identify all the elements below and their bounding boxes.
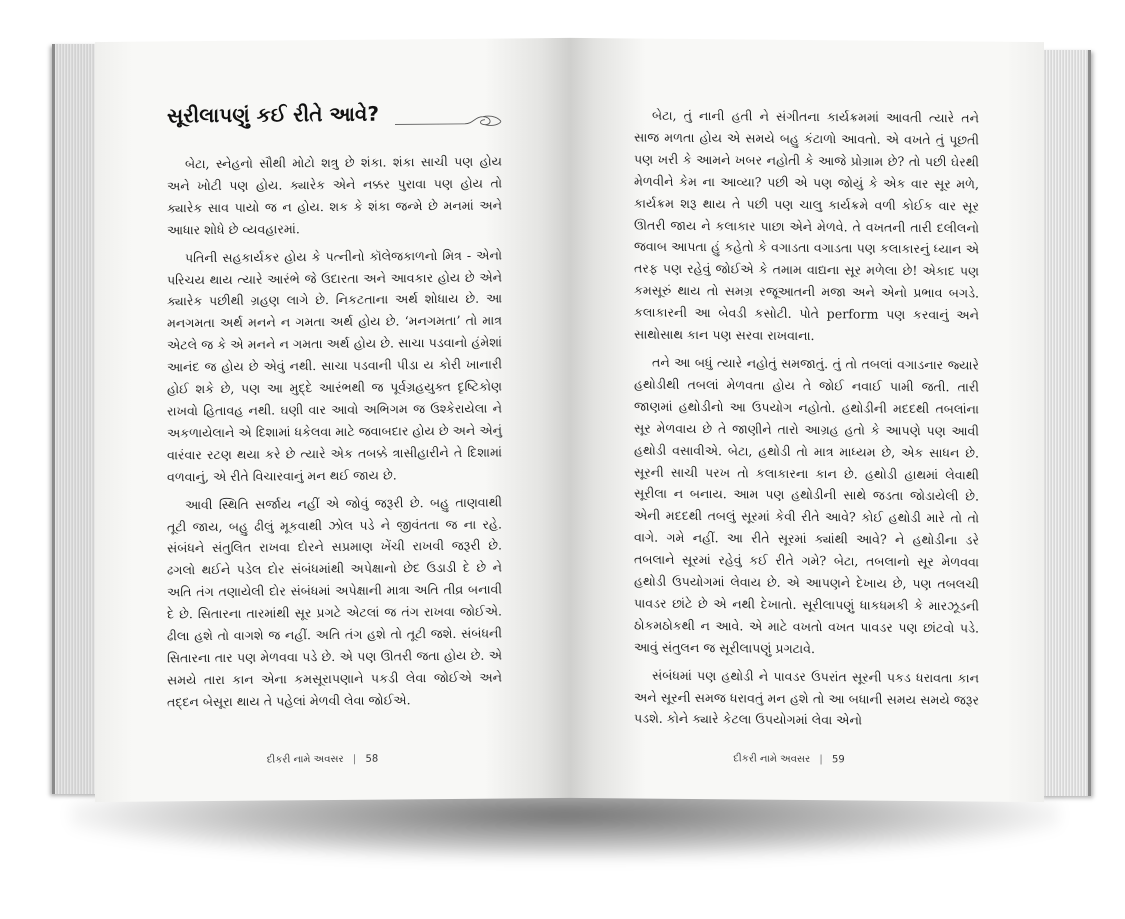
paragraph: સંબંધમાં પણ હથોડી ને પાવડર ઉપરાંત સૂરની પકડ ધરાવતા કાન અને સૂરની સમજ ધરાવતું મન હશે તો આ બધાની સમય સમયે જરૂર પડશે. કોને ક્યારે કેટલા ઉપયોગમાં લેવા એનો — [634, 667, 979, 728]
left-page — [95, 38, 570, 802]
right-page-body — [634, 104, 979, 738]
chapter-heading — [167, 100, 507, 133]
book-title: દીકરી નામે અવસર — [266, 753, 344, 766]
page-number: 59 — [831, 754, 845, 766]
paragraph: તને આ બધું ત્યારે નહોતું સમજાતું. તું તો તબલાં વગાડનાર જ્યારે હથોડીથી તબલાં મેળવતા હોય તે જોઈ નવાઈ પામી જતી. તારી જાણમાં હથોડીનો આ ઉપયોગ નહોતો. હથોડીની મદદથી તબલાંના સૂર મેળવાય છે તે જાણીને તારો આગ્રહ હતો કે આપણે પણ આવી હથોડી વસાવીએ. બેટા, હથોડી તો માત્ર માધ્યમ છે, એક સાધન છે. સૂરની સાચી પરખ તો કલાકારના કાન છે. હથોડી હાથમાં લેવાથી સૂરીલા ન બનાય. આમ પણ હથોડીની સાથે જડતા જોડાયેલી છે. એની મદદથી તબલું સૂરમાં કેવી રીતે આવે? કોઈ હથોડી મારે તો તો વાગે. ગમે નહીં. આ રીતે સૂરમાં ક્યાંથી આવે? ને હથોડીના ડરે તબલાને સૂરમાં રહેવું કઈ રીતે ગમે? બેટા, તબલાનો સૂર મેળવવા હથોડી ઉપયોગમાં લેવાય છે. એ આપણને દેખાય છે, પણ તબલચી પાવડર છાંટે છે એ નથી દેખાતો. સૂરીલાપણું ધાકધમકી કે મારઝૂડની ઠોકમઠોકથી ન આવે. એ માટે વખતો વખત પાવડર પણ છાંટવો પડે. આવું સંતુલન જ સૂરીલાપણું પ્રગટાવે. — [634, 354, 979, 656]
right-page-footer — [570, 752, 1026, 767]
page-number: 58 — [365, 753, 379, 765]
paragraph: પતિની સહકાર્યકર હોય કે પત્નીનો કૉલેજકાળનો મિત્ર - એનો પરિચય થાય ત્યારે આરંભે જે ઉદારતા અને આવકાર હોય છે એને ક્યારેક પછીથી ગ્રહણ લાગે છે. નિકટતાના અર્થ શોધાય છે. આ મનગમતા અર્થ મનને ન ગમતા અર્થ હોય છે. ‘મનગમતા’ તો માત્ર એટલે જ કે એ મનને ન ગમતા અર્થ હોય છે. સાચા પડવાનો હંમેશાં આનંદ જ હોય છે એવું નથી. સાચા પડવાની પીડા ય કોરી ખાનારી હોઈ શકે છે, પણ આ મુદ્દે આરંભથી જ પૂર્વગ્રહયુક્ત દૃષ્ટિકોણ રાખવો હિતાવહ નથી. ઘણી વાર આવો અભિગમ જ ઉશ્કેરાયેલા ને અકળાયેલાને એ દિશામાં ધકેલવા માટે જવાબદાર હોય છે અને એનું વારંવાર રટણ થયા કરે છે ત્યારે એક તબક્કે ત્રાસીહારીને તે દિશામાં વળવાનું, એ રીતે વિચારવાનું મન થઈ જાય છે. — [167, 247, 502, 485]
left-page-footer — [95, 752, 560, 767]
left-page-body — [167, 151, 502, 720]
paragraph: આવી સ્થિતિ સર્જાય નહીં એ જોવું જરૂરી છે. બહુ તાણવાથી તૂટી જાય, બહુ ઢીલું મૂકવાથી ઝોલ પડે ને જીવંતતા જ ના રહે. સંબંધને સંતુલિત રાખવા દોરને સપ્રમાણ ખેંચી રાખવી જરૂરી છે. ઢગલો થઈને પડેલ દોર સંબંધમાંથી અપેક્ષાનો છેદ ઉડાડી દે છે ને અતિ તંગ તણાયેલી દોર સંબંધમાં અપેક્ષાની માત્રા અતિ તીવ્ર બનાવી દે છે. સિતારના તારમાંથી સૂર પ્રગટે એટલાં જ તંગ રાખવા જોઈએ. ઢીલા હશે તો વાગશે જ નહીં. અતિ તંગ હશે તો તૂટી જશે. સંબંધની સિતારના તાર પણ મેળવવા પડે છે. એ પણ ઊતરી જતા હોય છે. એ સમયે તારા કાન એના કમસૂરાપણાને પકડી લેવા જોઈએ અને તદ્દન બેસૂરા થાય તે પહેલાં મેળવી લેવા જોઈએ. — [167, 494, 502, 710]
footer-separator: | — [819, 754, 823, 766]
chapter-title: સૂરીલાપણું કઈ રીતે આવે? — [167, 101, 379, 128]
footer-separator: | — [352, 753, 357, 765]
right-page-stack — [1040, 50, 1091, 796]
book-title: દીકરી નામે અવસર — [733, 753, 811, 766]
ornament-flourish-icon — [395, 113, 503, 130]
right-page — [570, 38, 1044, 802]
paragraph: બેટા, તું નાની હતી ને સંગીતના કાર્યક્રમમાં આવતી ત્યારે તને સાજ મળતા હોય એ સમયે બહુ કંટાળો આવતો. એ વખતે તું પૂછતી પણ ખરી કે આમને ખબર નહોતી કે આજે પ્રોગ્રામ છે? તો પછી ઘેરથી મેળવીને કેમ ના આવ્યા? પછી એ પણ જોયું કે એક વાર સૂર મળે, કાર્યક્રમ શરૂ થાય તે પછી પણ ચાલુ કાર્યક્રમે વળી કોઈક વાર સૂર ઊતરી જાય ને કલાકાર પાછા એને મેળવે. તે વખતની તારી દલીલનો જવાબ આપતા હું કહેતો કે વગાડતા વગાડતા પણ કલાકારનું ધ્યાન એ તરફ પણ રહેવું જોઈએ કે તમામ વાદ્યના સૂર મળેલા છે! એકાદ પણ કમસૂરું થાય તો સમગ્ર રજૂઆતની મજા અને એનો પ્રભાવ બગડે. કલાકારની આ બેવડી કસોટી. પોતે perform પણ કરવાનું અને સાથોસાથ કાન પણ સરવા રાખવાના. — [634, 107, 979, 344]
paragraph: બેટા, સ્નેહનો સૌથી મોટો શત્રુ છે શંકા. શંકા સાચી પણ હોય અને ખોટી પણ હોય. ક્યારેક એને નક્કર પુરાવા પણ હોય તો ક્યારેક સાવ પાયો જ ન હોય. શક કે શંકા જન્મે છે મનમાં અને આધાર શોધે છે વ્યવહારમાં. — [167, 153, 502, 238]
